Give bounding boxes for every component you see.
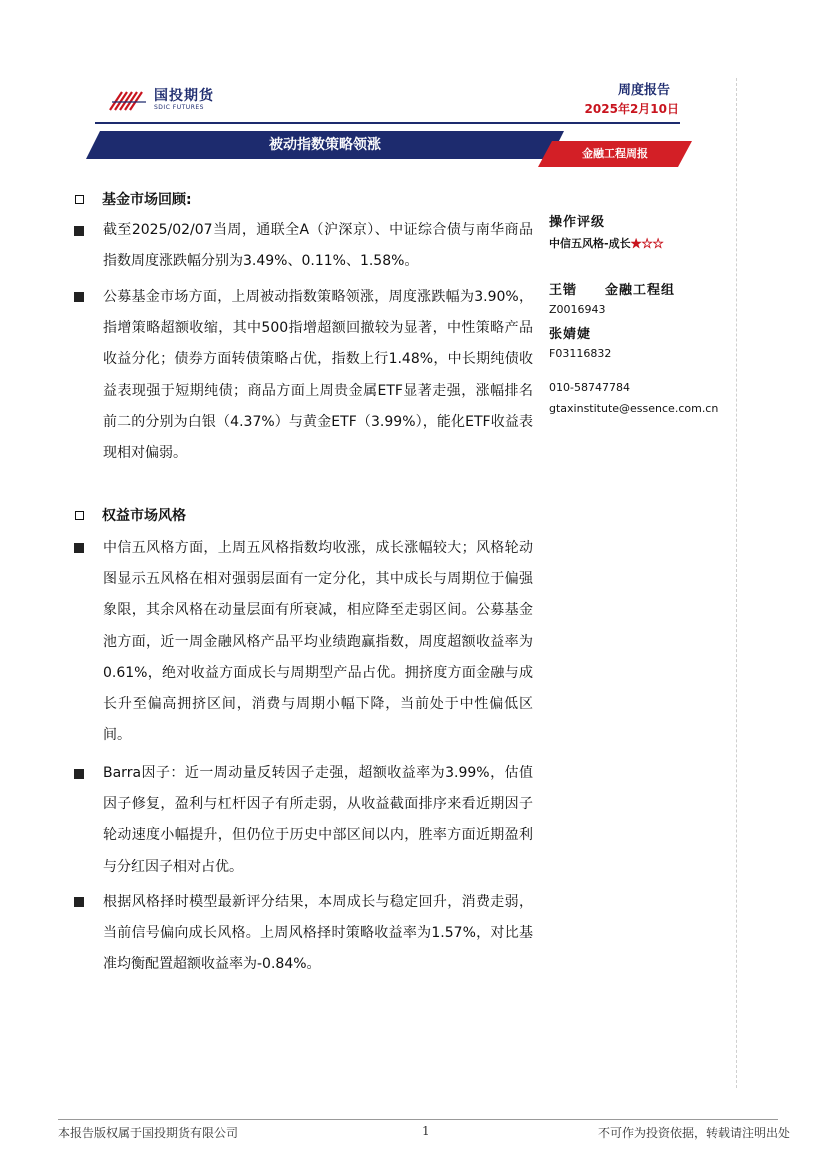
section-heading-text: 权益市场风格 <box>102 508 186 524</box>
logo-text-en: SDIC FUTURES <box>154 104 204 111</box>
paragraph: 根据风格择时模型最新评分结果，本周成长与稳定回升，消费走弱，当前信号偏向成长风格。上周风格择时策略收益率为1.57%，对比基准均衡配置超额收益率为-0.84%。 <box>103 894 533 973</box>
contact-email[interactable]: gtaxinstitute@essence.com.cn <box>549 402 719 415</box>
checkbox-square-icon <box>75 195 84 204</box>
header-rule <box>95 122 680 124</box>
paragraph: 截至2025/02/07当周，通联全A（沪深京）、中证综合债与南华商品指数周度涨跌幅分别为3.49%、0.11%、1.58%。 <box>103 222 533 270</box>
paragraph: Barra因子：近一周动量反转因子走强，超额收益率为3.99%，估值因子修复，盈利与杠杆因子有所走弱，从收益截面排序来看近期因子轮动速度小幅提升，但仍位于历史中部区间以内，胜率方面近期盈利与分红因子相对占优。 <box>103 765 533 875</box>
section-heading-equity-style <box>74 505 186 525</box>
bullet-square-icon <box>74 897 84 907</box>
analyst-name-2: 张婧婕 <box>549 327 592 342</box>
analyst-name-1: 王锴 <box>549 283 578 298</box>
star-filled-icon: ★ <box>630 237 642 250</box>
footer-rule <box>58 1119 778 1120</box>
analyst-team: 金融工程组 <box>605 283 676 298</box>
logo-text-cn: 国投期货 <box>154 88 214 104</box>
side-divider <box>736 78 737 1088</box>
checkbox-square-icon <box>75 511 84 520</box>
rating-value <box>549 235 664 251</box>
category-tag-label: 金融工程周报 <box>582 147 648 160</box>
section-heading-text: 基金市场回顾: <box>102 192 192 208</box>
report-title: 被动指数策略领涨 <box>269 137 381 153</box>
footer-copyright: 本报告版权属于国投期货有限公司 <box>58 1126 239 1140</box>
report-date: 2025年2月10日 <box>584 102 679 116</box>
section-heading-fund-market <box>74 189 192 209</box>
contact-phone: 010-58747784 <box>549 381 630 394</box>
footer-disclaimer: 不可作为投资依据，转载请注明出处 <box>598 1126 791 1140</box>
logo-mark-icon <box>108 88 150 112</box>
report-type: 周度报告 <box>617 83 670 98</box>
bullet-square-icon <box>74 769 84 779</box>
paragraph: 公募基金市场方面，上周被动指数策略领涨，周度涨跌幅为3.90%，指增策略超额收缩，其中500指增超额回撤较为显著，中性策略产品收益分化；债券方面转债策略占优，指数上行1.48%，中长期纯债收益表现强于短期纯债；商品方面上周贵金属ETF显著走强，涨幅排名前二的分别为白银（4.37%）与黄金ETF（3.99%），能化ETF收益表现相对偏弱。 <box>103 289 533 462</box>
analyst-id-2: F03116832 <box>549 347 612 360</box>
star-empty-icon: ☆☆ <box>641 237 664 250</box>
footer-page-number: 1 <box>422 1124 430 1138</box>
rating-text: 中信五风格-成长 <box>549 237 631 250</box>
bullet-square-icon <box>74 543 84 553</box>
company-logo <box>108 86 214 114</box>
rating-label: 操作评级 <box>549 215 606 230</box>
bullet-square-icon <box>74 292 84 302</box>
analyst-id-1: Z0016943 <box>549 303 606 316</box>
paragraph: 中信五风格方面，上周五风格指数均收涨，成长涨幅较大；风格轮动图显示五风格在相对强弱层面有一定分化，其中成长与周期位于偏强象限，其余风格在动量层面有所衰减，相应降至走弱区间。公募基金池方面，近一周金融风格产品平均业绩跑赢指数，周度超额收益率为0.61%，绝对收益方面成长与周期型产品占优。拥挤度方面金融与成长升至偏高拥挤区间，消费与周期小幅下降，当前处于中性偏低区间。 <box>103 540 533 744</box>
bullet-square-icon <box>74 226 84 236</box>
